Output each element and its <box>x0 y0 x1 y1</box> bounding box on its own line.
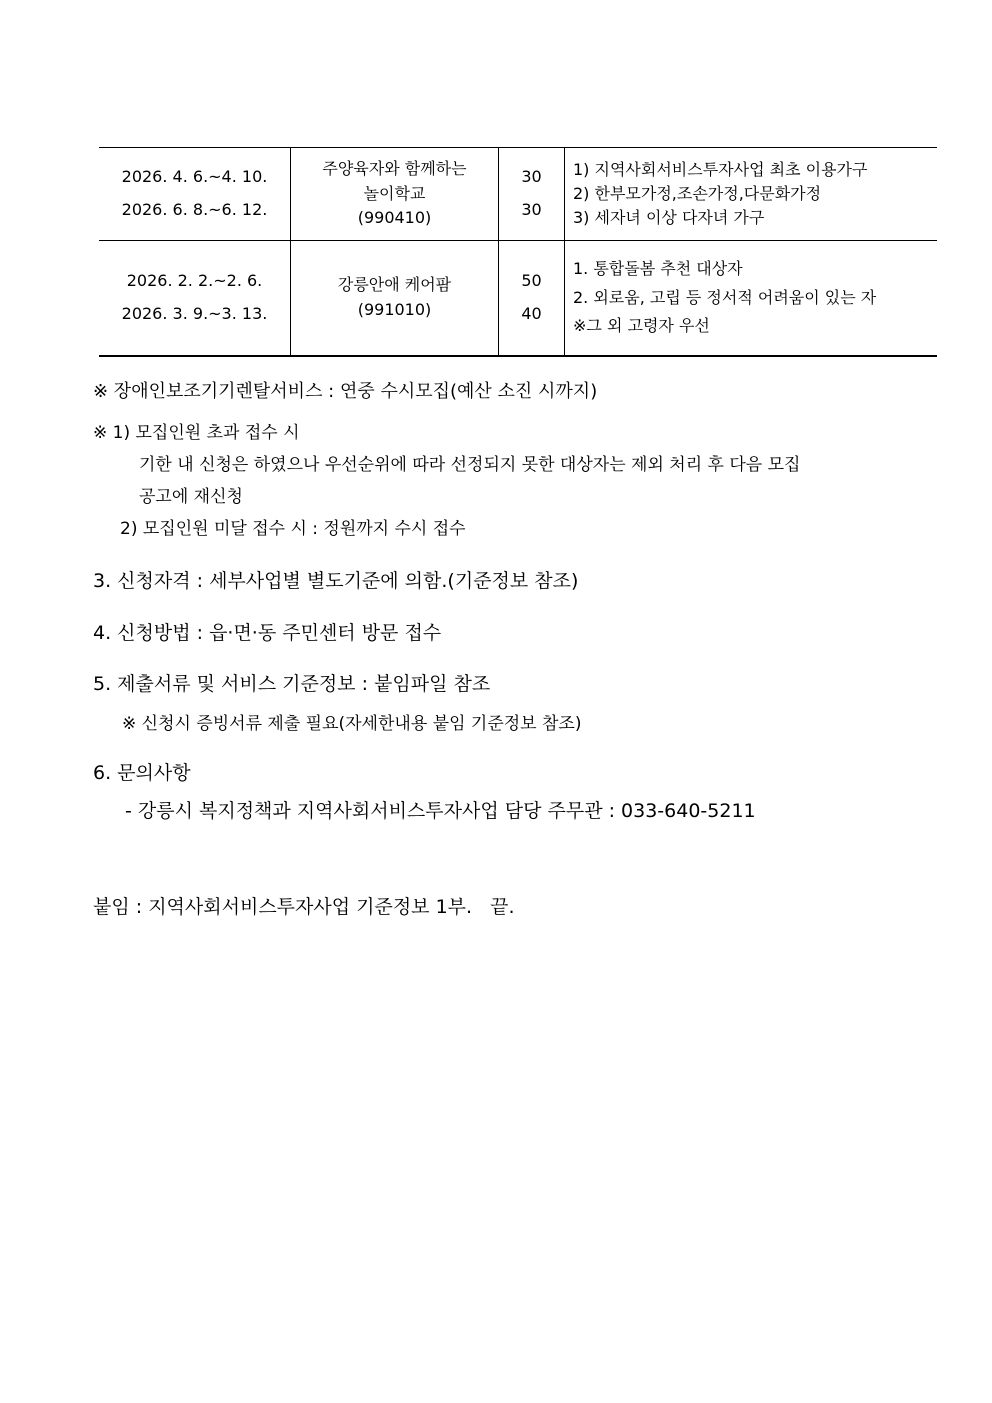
period-cell <box>99 148 291 241</box>
period-date: 2026. 3. 9.~3. 13. <box>121 304 268 323</box>
section-eligibility: 3. 신청자격 : 세부사업별 별도기준에 의함.(기준정보 참조) <box>93 570 579 592</box>
program-name: 주양육자와 함께하는 <box>322 158 467 178</box>
period-date: 2026. 4. 6.~4. 10. <box>121 167 268 187</box>
program-code: (991010) <box>357 300 432 319</box>
table-row <box>99 241 937 357</box>
period-cell <box>99 241 291 357</box>
under-quota-note: 2) 모집인원 미달 접수 시 : 정원까지 수시 접수 <box>120 519 466 539</box>
attachment-line: 붙임 : 지역사회서비스투자사업 기준정보 1부. 끝. <box>93 896 515 918</box>
recruit-count: 30 <box>521 200 542 219</box>
priority-target-cell <box>565 241 938 357</box>
program-name: 강릉안애 케어팜 <box>337 275 452 295</box>
program-name-cell <box>291 148 499 241</box>
program-name: 놀이학교 <box>363 183 426 203</box>
program-code: (990410) <box>357 208 432 228</box>
recruit-count-cell <box>499 241 565 357</box>
over-quota-note-body-cont: 공고에 재신청 <box>139 487 243 507</box>
period-date: 2026. 2. 2.~2. 6. <box>126 271 263 291</box>
table-row <box>99 148 937 241</box>
recruit-count: 40 <box>521 304 542 323</box>
priority-target-cell <box>565 148 938 241</box>
section-documents: 5. 제출서류 및 서비스 기준정보 : 붙임파일 참조 <box>93 673 491 695</box>
priority-target: 1) 지역사회서비스투자사업 최초 이용가구 <box>573 160 868 179</box>
schedule-table <box>99 147 937 357</box>
over-quota-note-heading: ※ 1) 모집인원 초과 접수 시 <box>93 423 300 443</box>
priority-target: 3) 세자녀 이상 다자녀 가구 <box>573 208 765 227</box>
priority-target: 1. 통합돌봄 추천 대상자 <box>573 258 743 278</box>
recruit-count: 50 <box>521 271 542 291</box>
priority-target: 2. 외로움, 고립 등 정서적 어려움이 있는 자 <box>573 287 877 307</box>
inquiry-contact: - 강릉시 복지정책과 지역사회서비스투자사업 담당 주무관 : 033-640-5211 <box>125 800 756 822</box>
rental-service-note: ※ 장애인보조기기렌탈서비스 : 연중 수시모집(예산 소진 시까지) <box>93 381 598 402</box>
period-date: 2026. 6. 8.~6. 12. <box>121 200 268 219</box>
priority-target: 2) 한부모가정,조손가정,다문화가정 <box>573 184 822 203</box>
section-inquiry: 6. 문의사항 <box>93 762 191 784</box>
section-application-method: 4. 신청방법 : 읍·면·동 주민센터 방문 접수 <box>93 622 442 644</box>
priority-target: ※그 외 고령자 우선 <box>573 316 710 336</box>
recruit-count: 30 <box>521 167 542 187</box>
over-quota-note-body: 기한 내 신청은 하였으나 우선순위에 따라 선정되지 못한 대상자는 제외 처리 후 다음 모집 <box>139 455 801 475</box>
recruit-count-cell <box>499 148 565 241</box>
program-name-cell <box>291 241 499 357</box>
documents-note: ※ 신청시 증빙서류 제출 필요(자세한내용 붙임 기준정보 참조) <box>122 714 582 734</box>
